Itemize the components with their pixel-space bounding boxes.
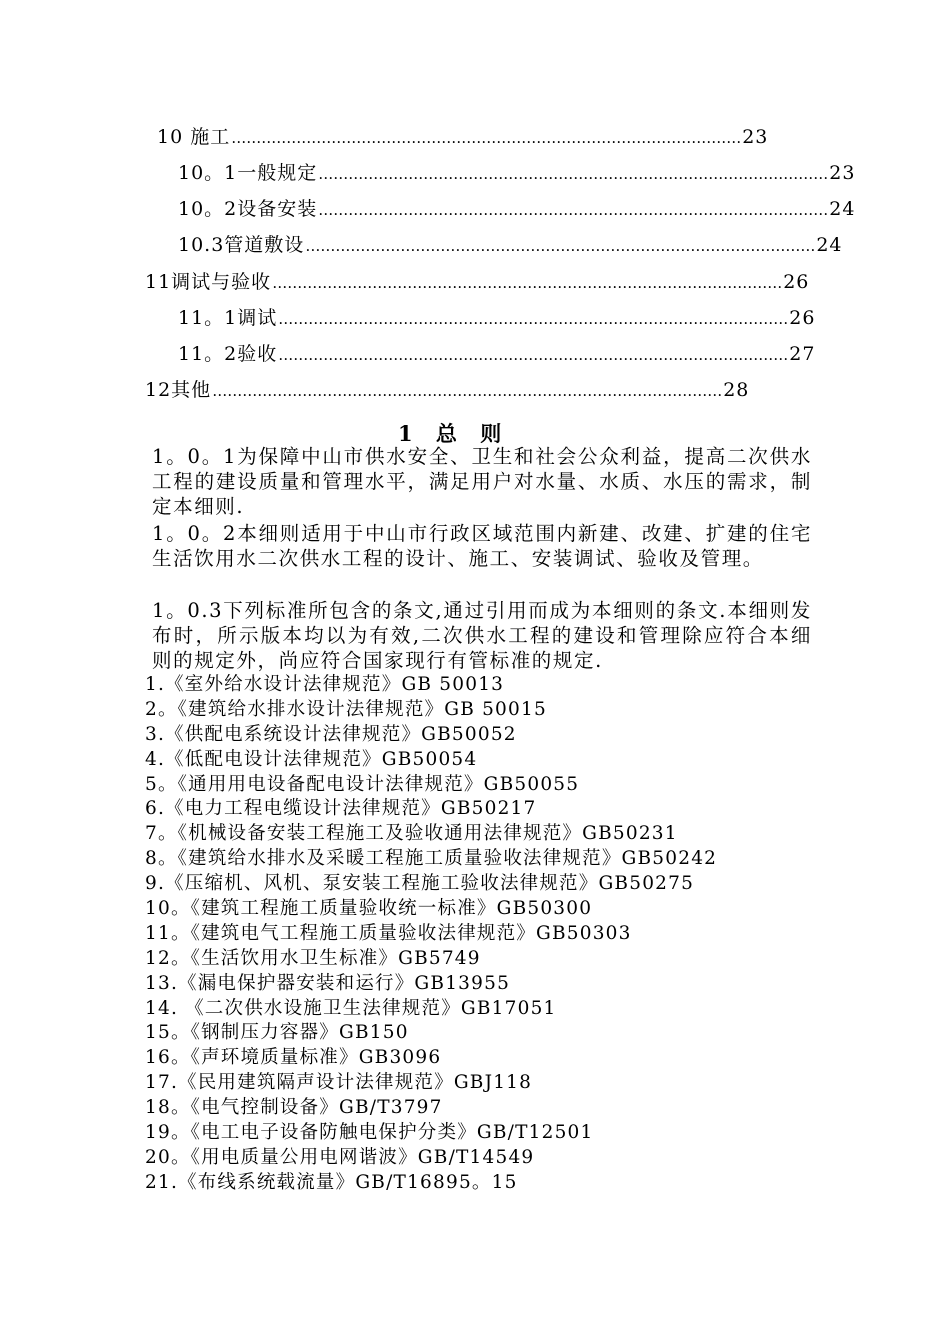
reference-item: 2。《建筑给水排水设计法律规范》GB 50015: [145, 698, 547, 720]
reference-item: 18。《电气控制设备》GB/T3797: [145, 1097, 443, 1119]
reference-item: 11。《建筑电气工程施工质量验收法律规范》GB50303: [145, 922, 632, 944]
section-title: 1 总 则: [398, 421, 503, 446]
toc-entry-label: 11。2验收: [178, 343, 278, 365]
toc-entry-label: 12其他: [145, 379, 212, 401]
reference-item: 13.《漏电保护器安装和运行》GB13955: [145, 972, 511, 994]
toc-entry-label: 11调试与验收: [145, 271, 272, 293]
toc-leader-dots: …………………………………………………………………………………………: [278, 346, 789, 364]
toc-entry[interactable]: [145, 267, 810, 297]
toc-leader-dots: …………………………………………………………………………………………: [231, 129, 742, 147]
reference-item: 5。《通用用电设备配电设计法律规范》GB50055: [145, 773, 580, 795]
toc-leader-dots: …………………………………………………………………………………………: [212, 382, 723, 400]
reference-item: 15。《钢制压力容器》GB150: [145, 1022, 409, 1044]
reference-item: 17.《民用建筑隔声设计法律规范》GBJ118: [145, 1072, 533, 1094]
toc-entry[interactable]: [178, 158, 856, 188]
toc-entry-page: 27: [789, 343, 816, 365]
reference-item: 12。《生活饮用水卫生标准》GB5749: [145, 947, 481, 969]
reference-item: 1.《室外给水设计法律规范》GB 50013: [145, 674, 505, 695]
toc-entry-page: 26: [783, 271, 810, 293]
reference-item: 14. 《二次供水设施卫生法律规范》GB17051: [145, 997, 557, 1019]
toc-leader-dots: …………………………………………………………………………………………: [318, 201, 829, 219]
reference-item: 8。《建筑给水排水及采暖工程施工质量验收法律规范》GB50242: [145, 848, 718, 870]
toc-entry[interactable]: [145, 375, 750, 405]
toc-entry-label: 10.3管道敷设: [178, 234, 305, 256]
reference-item: 7。《机械设备安装工程施工及验收通用法律规范》GB50231: [145, 823, 678, 845]
toc-entry-label: 11。1调试: [178, 307, 278, 329]
toc-entry[interactable]: [178, 339, 816, 369]
toc-leader-dots: …………………………………………………………………………………………: [278, 310, 789, 328]
reference-item: 19。《电工电子设备防触电保护分类》GB/T12501: [145, 1122, 594, 1144]
toc-leader-dots: …………………………………………………………………………………………: [272, 274, 783, 292]
toc-entry-page: 28: [723, 379, 750, 401]
toc-entry[interactable]: [178, 194, 856, 224]
toc-entry-page: 23: [829, 162, 856, 184]
paragraph: 1。0.3下列标准所包含的条文,通过引用而成为本细则的条文.本细则发布时，所示版本均以为有效,二次供水工程的建设和管理除应符合本细则的规定外，尚应符合国家现行有管标准的规定.: [152, 599, 812, 672]
toc-entry-label: 10 施工: [157, 126, 231, 148]
reference-item: 4.《低配电设计法律规范》GB50054: [145, 748, 478, 770]
toc-entry-label: 10。1一般规定: [178, 162, 318, 184]
toc-entry-label: 10。2设备安装: [178, 198, 318, 220]
toc-entry-page: 26: [789, 307, 816, 329]
toc-entry[interactable]: [178, 303, 816, 333]
reference-item: 20。《用电质量公用电网谐波》GB/T14549: [145, 1146, 535, 1168]
toc-entry[interactable]: [157, 122, 769, 152]
toc-entry-page: 23: [742, 126, 769, 148]
reference-item: 10。《建筑工程施工质量验收统一标准》GB50300: [145, 898, 593, 920]
paragraph: 1。0。2本细则适用于中山市行政区域范围内新建、改建、扩建的住宅生活饮用水二次供水工程的设计、施工、安装调试、验收及管理。: [152, 522, 812, 570]
toc-entry[interactable]: [178, 230, 843, 260]
reference-item: 9.《压缩机、风机、泵安装工程施工验收法律规范》GB50275: [145, 873, 695, 895]
reference-item: 6.《电力工程电缆设计法律规范》GB50217: [145, 798, 537, 820]
toc-entry-page: 24: [829, 198, 856, 220]
paragraph: 1。0。1为保障中山市供水安全、卫生和社会公众利益，提高二次供水工程的建设质量和管理水平，满足用户对水量、水质、水压的需求，制定本细则.: [152, 445, 812, 518]
toc-leader-dots: …………………………………………………………………………………………: [305, 237, 816, 255]
toc-entry-page: 24: [816, 234, 843, 256]
reference-list: [145, 673, 845, 1196]
reference-item: 16。《声环境质量标准》GB3096: [145, 1047, 442, 1069]
toc-leader-dots: …………………………………………………………………………………………: [318, 165, 829, 183]
reference-item: 21.《布线系统载流量》GB/T16895。15: [145, 1171, 518, 1193]
reference-item: 3.《供配电系统设计法律规范》GB50052: [145, 723, 517, 745]
